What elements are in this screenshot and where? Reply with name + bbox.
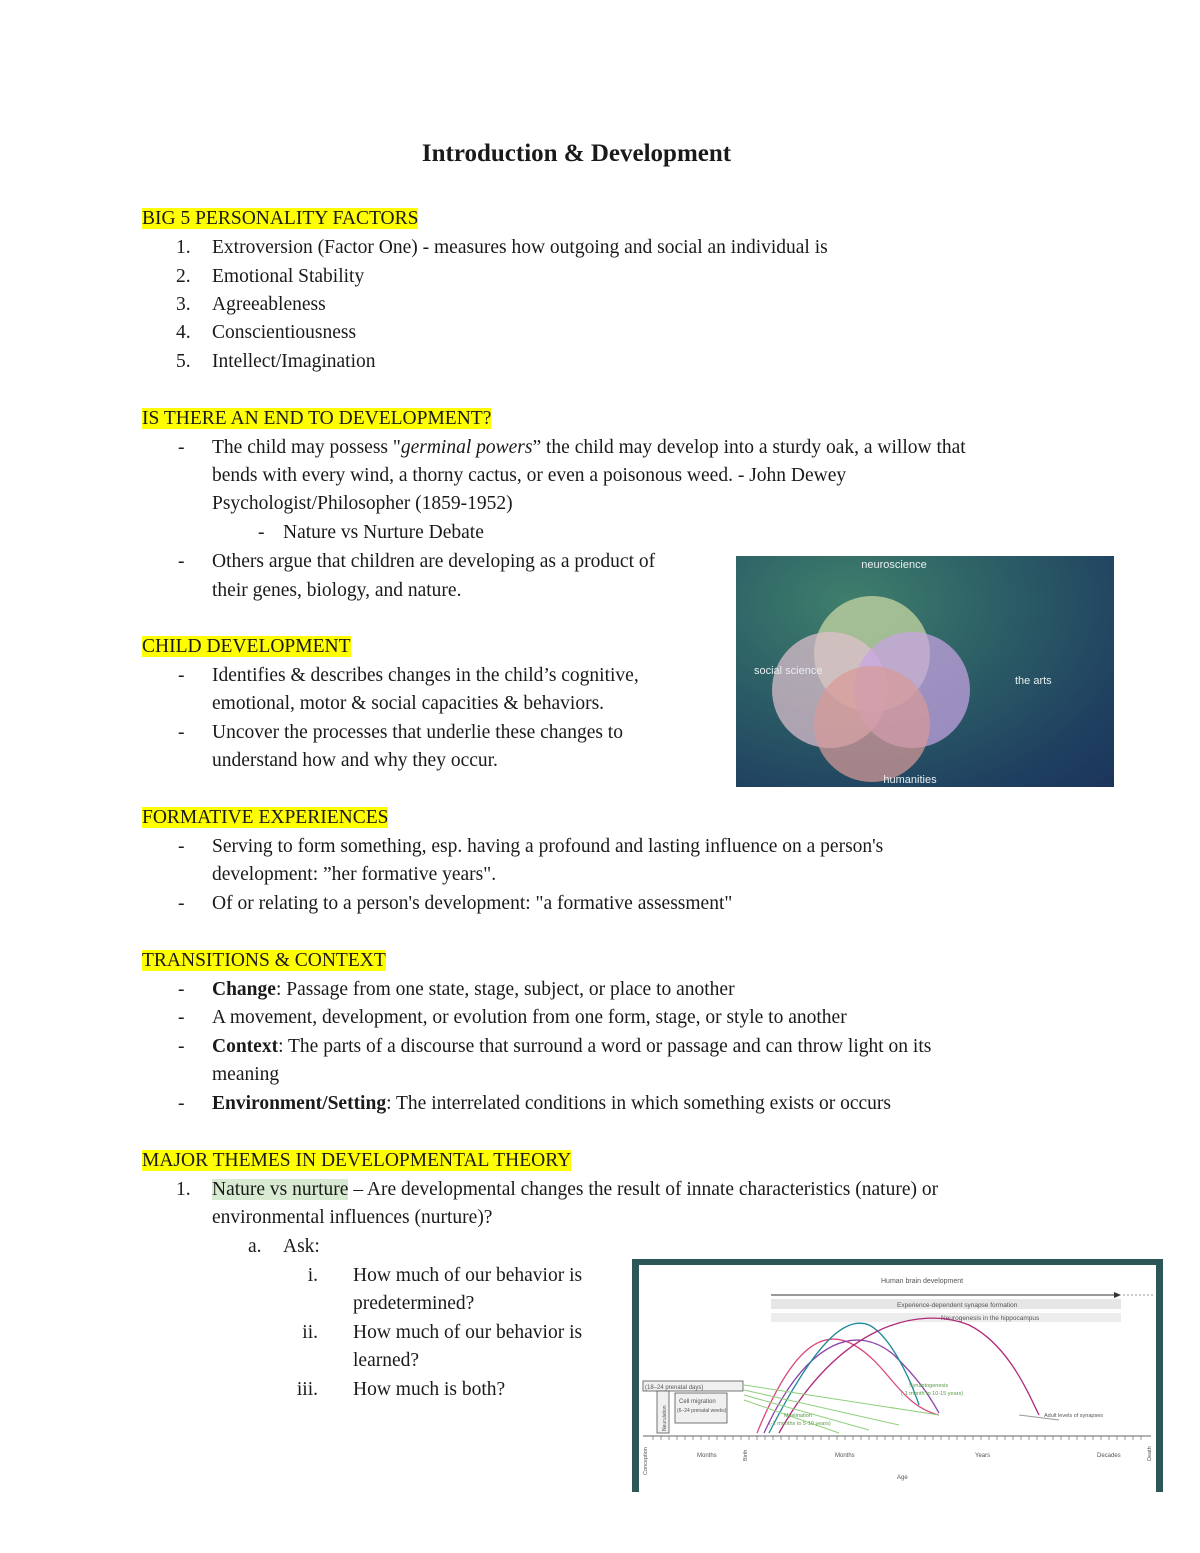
section-heading-big5	[142, 204, 418, 233]
dewey-line2: bends with every wind, a thorny cactus, or even a poisonous weed. - John Dewey	[212, 465, 847, 486]
list-roman: ii.	[302, 1322, 318, 1343]
neurogenesis-label: Neurogenesis in the hippocampus	[941, 1315, 1040, 1322]
segment-years: Years	[975, 1453, 991, 1459]
cell-migration-sub: (6–24 prenatal weeks)	[677, 1408, 727, 1414]
nature-line2: environmental influences (nurture)?	[212, 1207, 493, 1228]
dewey-pre: The child may possess "	[212, 437, 401, 458]
bullet-dash: -	[178, 1007, 185, 1028]
list-number: 2.	[176, 266, 191, 287]
brain-chart-svg	[639, 1265, 1156, 1492]
ask-label: Ask:	[283, 1236, 320, 1257]
myelination-sub: (-2 months to 5-10 years)	[769, 1421, 831, 1427]
arrow-head	[1114, 1292, 1121, 1298]
child-b1-line1: Identifies & describes changes in the child’s cognitive,	[212, 665, 639, 686]
list-number: 1.	[176, 237, 191, 258]
synaptogenesis-label: Synaptogenesis	[909, 1383, 949, 1389]
venn-svg	[736, 556, 1114, 787]
others-line1: Others argue that children are developing as a product of	[212, 551, 656, 572]
context-line2: meaning	[212, 1064, 280, 1085]
list-item: Intellect/Imagination	[212, 351, 376, 372]
nature-term: Nature vs nurture	[212, 1179, 349, 1200]
heading-text: BIG 5 PERSONALITY FACTORS	[142, 208, 419, 229]
section-heading-themes	[142, 1146, 571, 1175]
venn-label-top: neuroscience	[861, 559, 927, 571]
line-green-2	[744, 1390, 899, 1425]
conception-label: Conception	[643, 1447, 649, 1475]
venn-label-bottom: humanities	[883, 774, 937, 786]
child-b1-line2: emotional, motor & social capacities & behaviors.	[212, 693, 605, 714]
child-b2-line1: Uncover the processes that underlie these changes to	[212, 722, 623, 743]
x-axis-label: Age	[897, 1475, 908, 1481]
synapse-formation-label: Experience-dependent synapse formation	[897, 1302, 1018, 1309]
dewey-quote	[212, 433, 966, 462]
environment-definition	[212, 1089, 891, 1118]
list-item: Agreeableness	[212, 294, 326, 315]
neurulation-label: Neurulation	[662, 1405, 668, 1431]
context-definition	[212, 1032, 931, 1061]
bullet-dash: -	[178, 893, 185, 914]
list-number: 1.	[176, 1179, 191, 1200]
heading-text: IS THERE AN END TO DEVELOPMENT?	[142, 408, 492, 429]
bullet-dash: -	[178, 979, 185, 1000]
venn-label-right: the arts	[1015, 675, 1052, 687]
segment-months-prenatal: Months	[697, 1453, 717, 1459]
list-number: 4.	[176, 322, 191, 343]
change-def: : Passage from one state, stage, subject, or place to another	[275, 979, 735, 1000]
page-title: Introduction & Development	[421, 140, 732, 167]
dewey-em: germinal powers	[400, 437, 533, 458]
synaptogenesis-sub: (-1 month to 10-15 years)	[901, 1391, 964, 1397]
bullet-dash: -	[178, 437, 185, 458]
env-def: : The interrelated conditions in which something exists or occurs	[386, 1093, 891, 1114]
section-heading-child-development	[142, 632, 351, 661]
venn-diagram-image	[736, 556, 1114, 787]
bullet-dash: -	[178, 1036, 185, 1057]
adult-levels-label: Adult levels of synapses	[1044, 1413, 1104, 1419]
brain-title: Human brain development	[881, 1278, 964, 1285]
venn-circle-bottom	[814, 666, 930, 782]
list-item: Extroversion (Factor One) - measures how outgoing and social an individual is	[212, 237, 828, 258]
brain-development-image	[632, 1259, 1163, 1492]
question-1-line1: How much of our behavior is	[353, 1265, 583, 1286]
myelination-label: Myelination	[784, 1413, 812, 1419]
heading-text: FORMATIVE EXPERIENCES	[142, 807, 389, 828]
bullet-dash: -	[178, 551, 185, 572]
question-3: How much is both?	[353, 1379, 506, 1400]
nature-nurture-item	[212, 1175, 938, 1204]
venn-label-left: social science	[754, 665, 823, 677]
dewey-line3: Psychologist/Philosopher (1859-1952)	[212, 493, 513, 514]
list-roman: i.	[307, 1265, 318, 1286]
brain-chart-canvas	[639, 1265, 1156, 1492]
question-2-line1: How much of our behavior is	[353, 1322, 583, 1343]
sub-bullet: Nature vs Nurture Debate	[283, 522, 484, 543]
list-item: Emotional Stability	[212, 266, 365, 287]
list-letter: a.	[248, 1236, 262, 1257]
x-axis-ticks	[653, 1436, 1141, 1440]
list-number: 5.	[176, 351, 191, 372]
formative-b1-line2: development: ”her formative years".	[212, 864, 497, 885]
child-b2-line2: understand how and why they occur.	[212, 750, 498, 771]
bullet-dash: -	[178, 722, 185, 743]
list-number: 3.	[176, 294, 191, 315]
bullet-dash: -	[178, 836, 185, 857]
list-item: Conscientiousness	[212, 322, 357, 343]
heading-text: TRANSITIONS & CONTEXT	[142, 950, 386, 971]
section-heading-formative	[142, 803, 388, 832]
question-2-line2: learned?	[353, 1350, 420, 1371]
nature-def: – Are developmental changes the result of innate characteristics (nature) or	[348, 1179, 939, 1200]
heading-text: MAJOR THEMES IN DEVELOPMENTAL THEORY	[142, 1150, 572, 1171]
heading-text: CHILD DEVELOPMENT	[142, 636, 351, 657]
death-label: Death	[1147, 1446, 1153, 1461]
bullet-dash: -	[178, 665, 185, 686]
cell-migration-label: Cell migration	[679, 1399, 716, 1405]
formative-b1-line1: Serving to form something, esp. having a profound and lasting influence on a person's	[212, 836, 884, 857]
bullet-dash: -	[258, 522, 265, 543]
segment-months-postnatal: Months	[835, 1453, 855, 1459]
context-term: Context	[212, 1036, 279, 1057]
change-definition	[212, 975, 735, 1004]
section-heading-end-development	[142, 404, 491, 433]
formative-b2: Of or relating to a person's development: "a formative assessment"	[212, 893, 733, 914]
dewey-post: ” the child may develop into a sturdy oak, a willow that	[532, 437, 966, 458]
segment-decades: Decades	[1097, 1453, 1121, 1459]
movement-definition: A movement, development, or evolution from one form, stage, or style to another	[212, 1007, 847, 1028]
section-heading-transitions	[142, 946, 386, 975]
question-1-line2: predetermined?	[353, 1293, 475, 1314]
others-line2: their genes, biology, and nature.	[212, 580, 462, 601]
context-def: : The parts of a discourse that surround a word or passage and can throw light on its	[278, 1036, 932, 1057]
birth-label: Birth	[743, 1449, 749, 1461]
prenatal-days-label: (18–24 prenatal days)	[645, 1385, 704, 1391]
bullet-dash: -	[178, 1093, 185, 1114]
env-term: Environment/Setting	[212, 1093, 387, 1114]
list-roman: iii.	[296, 1379, 318, 1400]
change-term: Change	[212, 979, 276, 1000]
